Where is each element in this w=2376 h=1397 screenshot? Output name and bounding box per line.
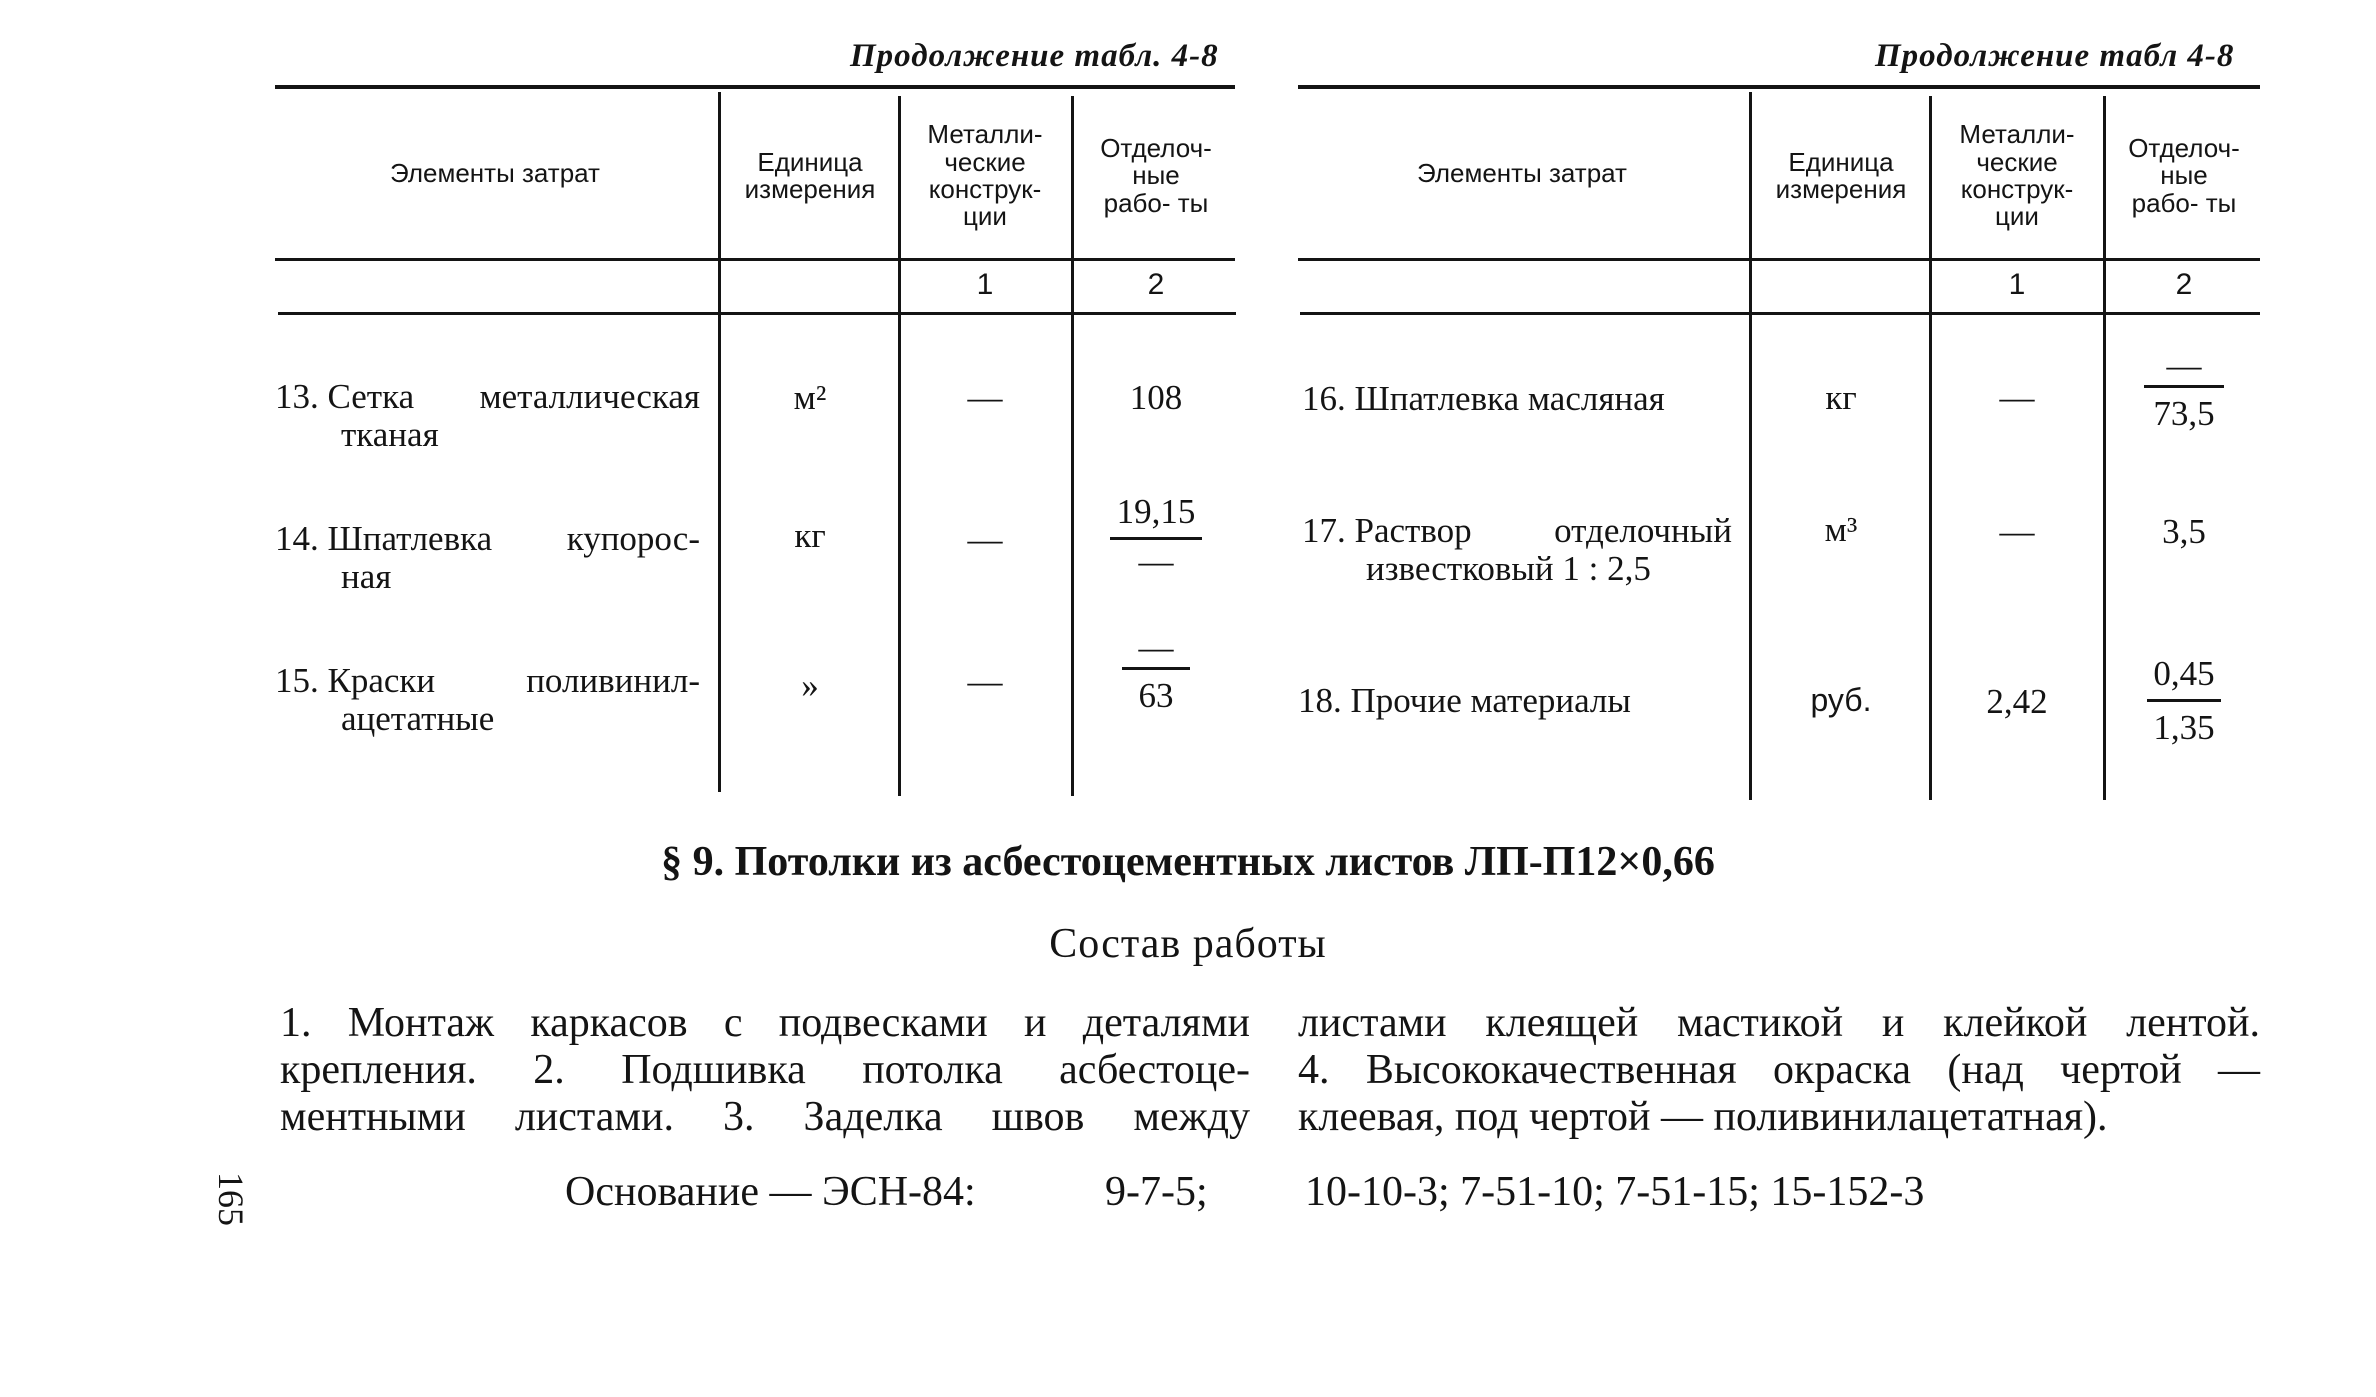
right-row-17-line2: известковый 1 : 2,5 bbox=[1366, 549, 1651, 588]
left-table-top-rule bbox=[275, 85, 1235, 89]
right-table-divider-3 bbox=[2103, 96, 2106, 800]
left-row-13-metal: — bbox=[967, 378, 1003, 417]
right-line-1: листами клеящей мастикой и клейкой лентой. bbox=[1298, 1000, 2260, 1046]
right-header-metal: Металли- ческие конструк- ции bbox=[1959, 119, 2075, 232]
section-title: § 9. Потолки из асбестоцементных листов ЛП-П12×0,66 bbox=[661, 839, 1715, 885]
right-row-17-unit: м³ bbox=[1824, 510, 1858, 549]
left-header-unit: Единица измерения bbox=[744, 146, 876, 204]
right-row-16-text: Шпатлевка масляная bbox=[1354, 379, 1665, 418]
left-header-elements: Элементы затрат bbox=[390, 158, 600, 189]
left-row-13-unit: м² bbox=[793, 378, 827, 417]
left-table-continuation: Продолжение табл. 4-8 bbox=[850, 38, 1219, 74]
right-row-18-unit: руб. bbox=[1810, 682, 1872, 718]
left-table-number-rule bbox=[278, 312, 1236, 315]
left-table-divider-2 bbox=[898, 96, 901, 796]
work-composition-right bbox=[1298, 1000, 2260, 1141]
right-col-number-2: 2 bbox=[2175, 268, 2193, 301]
right-table-number-rule bbox=[1300, 312, 2260, 315]
left-row-15-finish-numerator: — bbox=[1122, 630, 1190, 670]
left-line-2: крепления. 2. Подшивка потолка асбестоце- bbox=[280, 1047, 1250, 1093]
left-row-14-line2: ная bbox=[341, 557, 392, 596]
left-row-15-num: 15. bbox=[275, 661, 319, 700]
left-line-3: ментными листами. 3. Заделка швов между bbox=[280, 1094, 1250, 1140]
right-row-17-num: 17. bbox=[1302, 511, 1346, 550]
right-table-continuation: Продолжение табл 4-8 bbox=[1875, 38, 2235, 74]
left-row-15-name bbox=[275, 662, 700, 738]
left-row-13-word2: металлическая bbox=[479, 377, 700, 416]
left-table-header-rule bbox=[275, 258, 1235, 261]
right-row-18-finish-denominator: 1,35 bbox=[2153, 708, 2215, 747]
left-row-15-finish-denominator: 63 bbox=[1138, 676, 1174, 715]
right-row-17-finish: 3,5 bbox=[2162, 512, 2206, 551]
left-row-14-name bbox=[275, 520, 700, 596]
left-line-1: 1. Монтаж каркасов с подвесками и деталями bbox=[280, 1000, 1250, 1046]
left-row-14-num: 14. bbox=[275, 519, 319, 558]
right-header-elements: Элементы затрат bbox=[1417, 158, 1627, 189]
right-line-2: 4. Высококачественная окраска (над чертой — bbox=[1298, 1047, 2260, 1093]
right-row-16-finish-fraction bbox=[2108, 348, 2260, 431]
left-row-15-word2: поливинил- bbox=[526, 661, 700, 700]
right-row-16-finish-denominator: 73,5 bbox=[2153, 394, 2215, 433]
left-row-14-word2: купорос- bbox=[566, 519, 700, 558]
left-row-13-num: 13. bbox=[275, 377, 319, 416]
left-row-13-line2: тканая bbox=[341, 415, 439, 454]
right-row-17-metal: — bbox=[1999, 512, 2035, 551]
right-row-18-finish-fraction bbox=[2108, 656, 2260, 745]
left-row-14-finish-denominator: — bbox=[1138, 542, 1174, 581]
right-row-18-num: 18. bbox=[1298, 681, 1342, 720]
left-header-metal: Металли- ческие конструк- ции bbox=[927, 119, 1043, 232]
left-table-divider-1 bbox=[718, 92, 721, 792]
right-line-3: клеевая, под чертой — поливинилацетатная). bbox=[1298, 1094, 2108, 1140]
left-row-13-name bbox=[275, 378, 700, 454]
left-col-number-1: 1 bbox=[976, 268, 994, 301]
right-row-18-metal: 2,42 bbox=[1986, 682, 2048, 721]
left-row-15-line2: ацетатные bbox=[341, 699, 495, 738]
left-col-number-2: 2 bbox=[1147, 268, 1165, 301]
basis-refs-2: 10-10-3; 7-51-10; 7-51-15; 15-152-3 bbox=[1305, 1169, 1925, 1215]
right-header-finish: Отделоч- ные рабо- ты bbox=[2128, 133, 2240, 218]
right-table-divider-2 bbox=[1929, 96, 1932, 800]
left-row-14-finish-numerator: 19,15 bbox=[1110, 494, 1202, 540]
left-row-14-unit: кг bbox=[794, 516, 826, 555]
section-subtitle: Состав работы bbox=[1049, 921, 1327, 967]
left-row-14-finish-fraction bbox=[1076, 494, 1236, 579]
right-row-17-word1: Раствор bbox=[1354, 511, 1472, 550]
right-row-16-finish-numerator: — bbox=[2144, 348, 2224, 388]
right-row-16-name bbox=[1302, 380, 1732, 418]
left-row-14-word1: Шпатлевка bbox=[327, 519, 493, 558]
left-row-15-metal: — bbox=[967, 662, 1003, 701]
right-row-16-num: 16. bbox=[1302, 379, 1346, 418]
left-table-divider-3 bbox=[1071, 96, 1074, 796]
right-row-16-unit: кг bbox=[1825, 378, 1857, 417]
right-header-unit: Единица измерения bbox=[1775, 146, 1907, 204]
right-row-18-finish-numerator: 0,45 bbox=[2147, 656, 2221, 702]
right-row-17-name bbox=[1302, 512, 1732, 588]
right-row-18-text: Прочие материалы bbox=[1350, 681, 1631, 720]
right-table-divider-1 bbox=[1749, 92, 1752, 800]
right-row-17-word2: отделочный bbox=[1554, 511, 1732, 550]
left-row-15-finish-fraction bbox=[1076, 630, 1236, 713]
page-number: 165 bbox=[211, 1172, 251, 1226]
left-header-finish: Отделоч- ные рабо- ты bbox=[1100, 133, 1212, 218]
left-row-15-unit: » bbox=[801, 666, 819, 705]
left-row-13-finish: 108 bbox=[1129, 378, 1183, 417]
right-col-number-1: 1 bbox=[2008, 268, 2026, 301]
left-row-14-metal: — bbox=[967, 520, 1003, 559]
basis-refs-1: 9-7-5; bbox=[1105, 1169, 1208, 1215]
basis-label: Основание — ЭСН-84: bbox=[565, 1169, 976, 1215]
right-row-18-name bbox=[1298, 682, 1738, 720]
right-table-top-rule bbox=[1298, 85, 2260, 89]
left-row-13-word1: Сетка bbox=[327, 377, 415, 416]
right-row-16-metal: — bbox=[1999, 378, 2035, 417]
left-row-15-word1: Краски bbox=[327, 661, 436, 700]
right-table-header-rule bbox=[1298, 258, 2260, 261]
work-composition-left bbox=[280, 1000, 1250, 1141]
